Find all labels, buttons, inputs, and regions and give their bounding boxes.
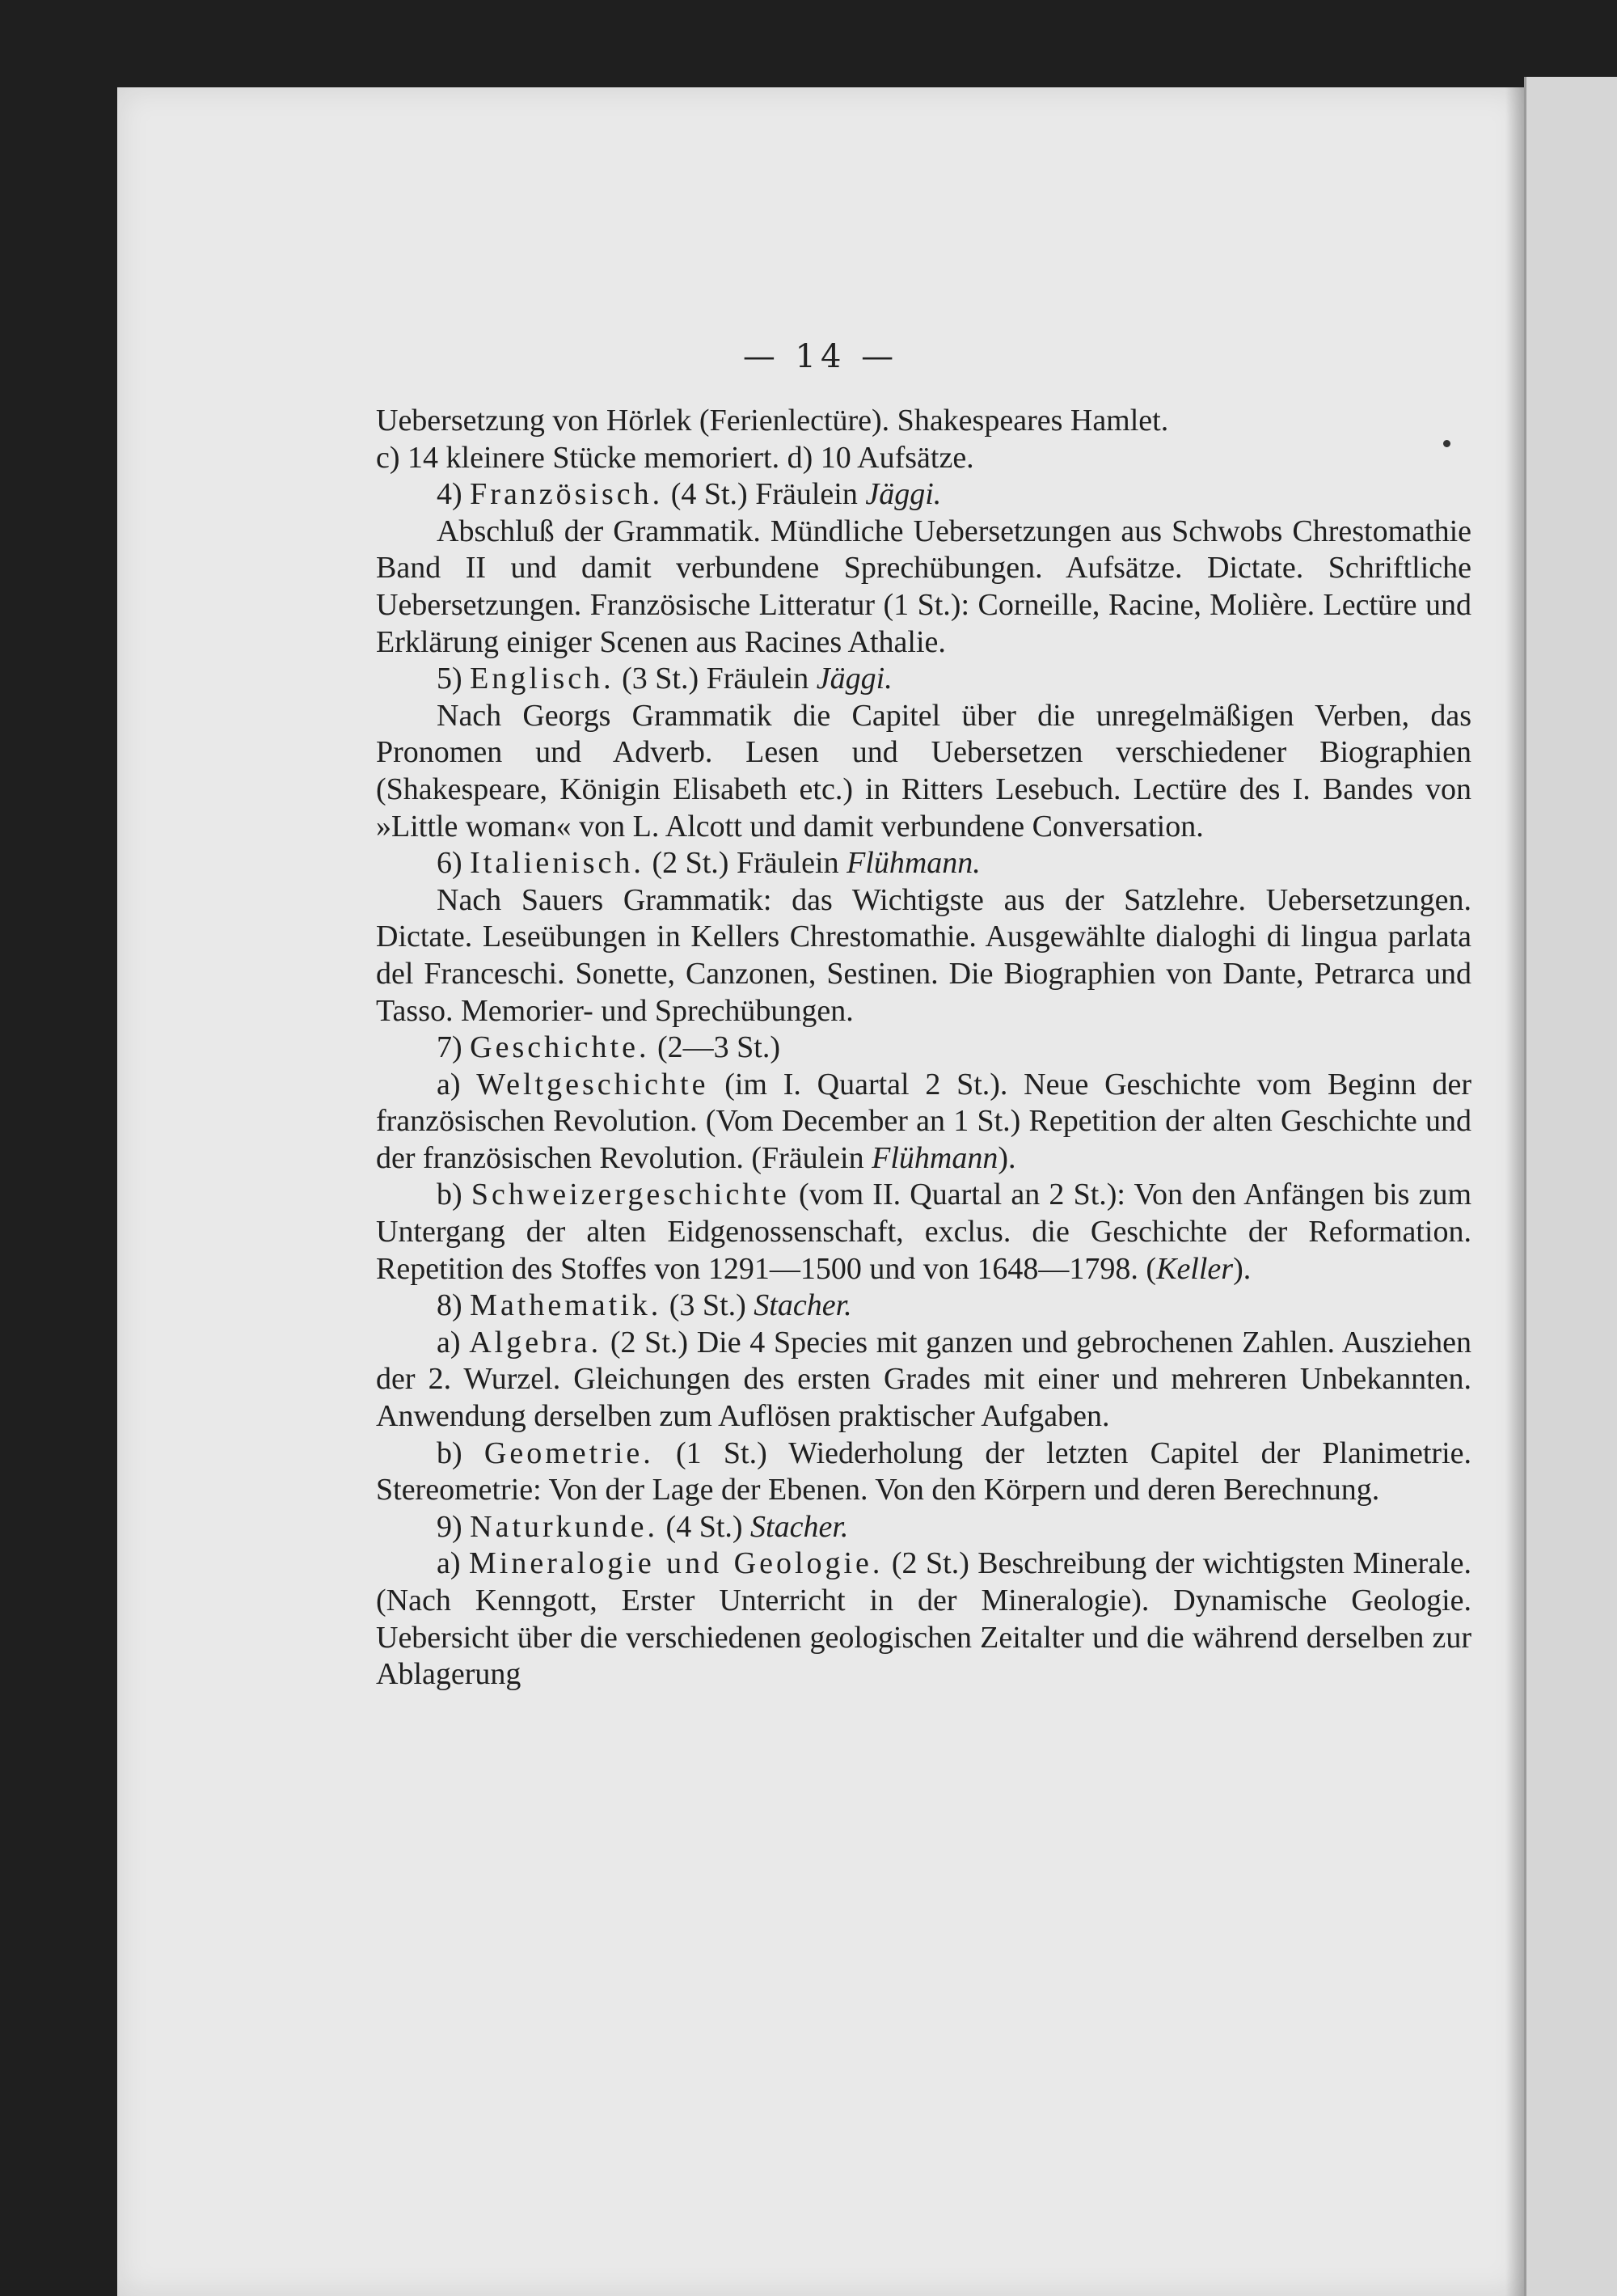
paragraph-algebra: a) Algebra. (2 St.) Die 4 Species mit ganzen und gebrochenen Zahlen. Ausziehen der 2. Wurzel. Gleichungen des ersten Grades mit einer und mehreren Unbekannten. Anwendung derselben zum Auflösen praktischer Aufgaben. (376, 1325, 1471, 1434)
body-text (376, 403, 1471, 1693)
line-hamlet: Uebersetzung von Hörlek (Ferienlectüre). Shakespeares Hamlet. (376, 404, 1169, 438)
heading-franzoesisch: 4) Französisch. (4 St.) Fräulein Jäggi. (437, 477, 942, 512)
paragraph-mineralogie: a) Mineralogie und Geologie. (2 St.) Beschreibung der wichtigsten Minerale. (Nach Kenngott, Erster Unterricht in der Mineralogie). Dynamische Geologie. Uebersicht über die verschiedenen geologischen Zeitalter und die während derselben zur Ablagerung (376, 1546, 1471, 1692)
heading-naturkunde: 9) Naturkunde. (4 St.) Stacher. (437, 1509, 849, 1544)
adjacent-page-edge (1524, 77, 1617, 2296)
heading-englisch: 5) Englisch. (3 St.) Fräulein Jäggi. (437, 662, 893, 696)
paragraph-geometrie: b) Geometrie. (1 St.) Wiederholung der letzten Capitel der Planimetrie. Stereometrie: Von der Lage der Ebenen. Von den Körpern und deren Berechnung. (376, 1436, 1472, 1507)
paragraph-englisch: Nach Georgs Grammatik die Capitel über die unregelmäßigen Verben, das Pronomen und Adverb. Lesen und Uebersetzen verschiedener Biographien (Shakespeare, Königin Elisabeth etc.) in Ritters Lesebuch. Lectüre des I. Bandes von »Little woman« von L. Alcott und damit verbundene Conversation. (376, 698, 1471, 844)
paragraph-weltgeschichte: a) Weltgeschichte (im I. Quartal 2 St.). Neue Geschichte vom Beginn der französischen Revolution. (Vom December an 1 St.) Repetition der alten Geschichte und der französischen Revolution. (Fräulein Flühmann). (376, 1067, 1472, 1175)
heading-mathematik: 8) Mathematik. (3 St.) Stacher. (437, 1288, 852, 1323)
paragraph-italienisch: Nach Sauers Grammatik: das Wichtigste aus der Satzlehre. Uebersetzungen. Dictate. Leseübungen in Kellers Chrestomathie. Ausgewählte dialoghi di lingua parlata del Franceschi. Sonette, Canzonen, Sestinen. Die Biographien von Dante, Petrarca und Tasso. Memorier- und Sprechübungen. (376, 882, 1471, 1028)
paragraph-schweizergeschichte: b) Schweizergeschichte (vom II. Quartal an 2 St.): Von den Anfängen bis zum Untergang der alten Eidgenossenschaft, exclus. die Geschichte der Reformation. Repetition des Stoffes von 1291—1500 und von 1648—1798. (Keller). (376, 1178, 1472, 1286)
paragraph-franzoesisch: Abschluß der Grammatik. Mündliche Uebersetzungen aus Schwobs Chrestomathie Band II und damit verbundene Sprechübungen. Aufsätze. Dictate. Schriftliche Uebersetzungen. Französische Litteratur (1 St.): Corneille, Racine, Molière. Lectüre und Erklärung einiger Scenen aus Racines Athalie. (376, 514, 1471, 659)
page-number: — 14 — (742, 338, 899, 375)
heading-italienisch: 6) Italienisch. (2 St.) Fräulein Flühmann. (437, 846, 981, 881)
heading-geschichte: 7) Geschichte. (2—3 St.) (437, 1030, 780, 1065)
line-memoriert: c) 14 kleinere Stücke memoriert. d) 10 Aufsätze. (376, 440, 974, 475)
document-page (117, 87, 1524, 2296)
